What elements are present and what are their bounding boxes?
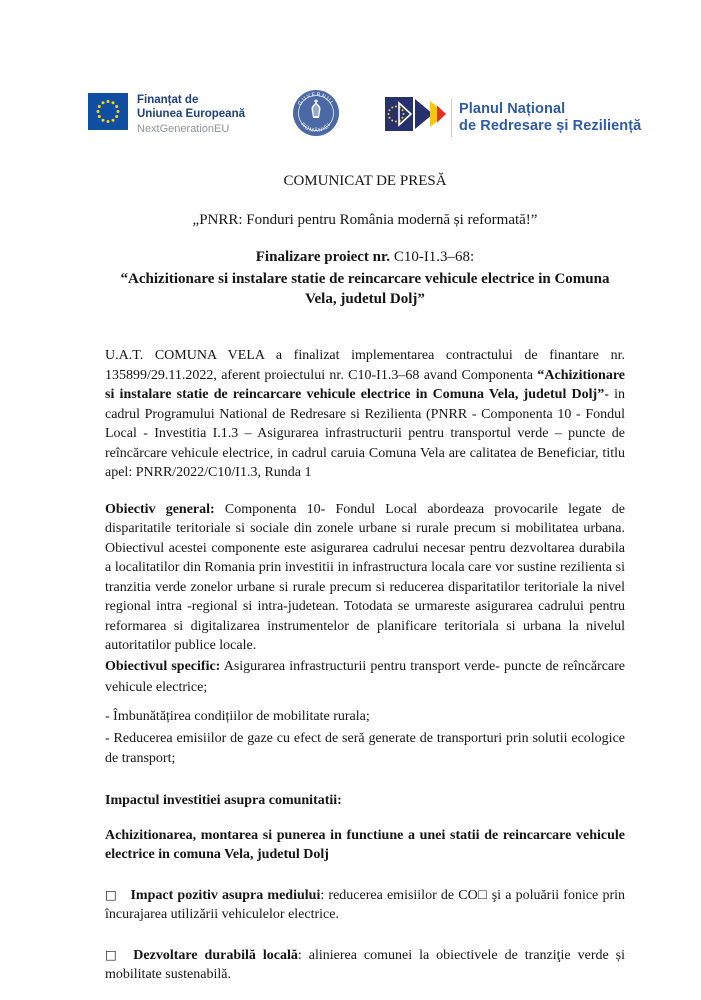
document-body — [105, 172, 625, 985]
eu-funded-line2: Uniunea Europeană — [137, 108, 245, 120]
contract-project-title: “Achizitionare si instalare statie de reincarcare vehicule electrice in Comuna Vela, judetul Dolj” — [105, 367, 625, 402]
general-objective-label: Obiectiv general: — [105, 501, 215, 517]
press-release-title: COMUNICAT DE PRESĂ — [283, 173, 447, 189]
project-number: C10-I1.3–68: — [390, 249, 475, 265]
logo-header — [0, 0, 701, 150]
project-finalization-line — [105, 248, 625, 267]
eu-funded-line1: Finanțat de — [137, 94, 199, 106]
square-bullet-icon: □ — [105, 886, 118, 902]
pnrr-arrows-icon — [385, 95, 447, 140]
specific-objective-label: Obiectivul specific: — [105, 658, 221, 674]
paragraph-contract — [105, 346, 625, 483]
finalize-label: Finalizare proiect nr. — [255, 249, 391, 265]
impact-environment-label: Impact pozitiv asupra mediului — [130, 887, 321, 903]
specific-objective-text: Asigurarea infrastructurii pentru transport verde- puncte de reîncărcare vehicule electrice; — [105, 658, 626, 695]
impact-environment-text: : reducerea emisiilor de CO□ şi a poluării fonice prin încurajarea utilizării vehiculelor electrice. — [105, 887, 625, 922]
pnrr-logo-line2: de Redresare și Reziliență — [459, 117, 642, 134]
objective-list-item-2: - Reducerea emisiilor de gaze cu efect de seră generate de transporturi prin solutii ecologice de transport; — [105, 731, 625, 766]
paragraph-specific-objective — [105, 656, 625, 698]
impact-bullet-environment — [105, 885, 625, 925]
pnrr-logo-text — [459, 101, 641, 135]
general-objective-text: Componenta 10- Fondul Local abordeaza provocarile legate de disparitatile teritoriale si sociale din zonele urbane si rurale precum si mobilitatea urbana. Obiectivul acestei componente este asigurarea cadrului necesar pentru dezvoltarea durabila a localitatilor din Romania prin investitii in infrastructura locala care vor sustine rezilienta si tranzitia verde zonelor urbane si rurale precum si reducerea disparitatilor teritoriale la nivel regional intra -regional si intra-judetean. Totodata se urmareste asigurarea cadrului pentru reformarea si digitalizarea instrumentelor de planificare teritoriala si urbana la nivelul autoritatilor publice locale. — [105, 501, 625, 653]
pnrr-logo — [385, 95, 641, 140]
paragraph-general-objective — [105, 500, 625, 656]
eu-logo-text — [137, 93, 245, 136]
gov-romania-seal-icon — [292, 89, 340, 142]
pnrr-logo-divider — [451, 99, 452, 137]
impact-sustainability-label: Dezvoltare durabilă locală — [133, 947, 298, 963]
project-title: “Achizitionare si instalare statie de reincarcare vehicule electrice in Comuna Vela, judetul Dolj” — [120, 271, 610, 307]
pnrr-slogan: „PNRR: Fonduri pentru România modernă și reformată!” — [192, 212, 538, 228]
impact-bullet-sustainability — [105, 945, 625, 985]
square-bullet-icon: □ — [105, 946, 121, 962]
contract-text-end: - in cadrul Programului National de Redresare si Rezilienta (PNRR - Componenta 10 - Fondul Local - Investitia I.1.3 – Asigurarea infrastructurii pentru transportul verde – puncte de reîncărcare vehicule electrice, in cadrul caruia Comuna Vela are calitatea de Beneficiar, titlu apel: PNRR/2022/C10/I1.3, Runda 1 — [105, 387, 625, 480]
contract-text-start: U.A.T. COMUNA VELA a finalizat implementarea contractului de finantare nr. 135899/29.11.2022, aferent proiectului nr. C10-I1.3–68 avand Componenta — [105, 348, 625, 383]
nextgeneration-eu-label: NextGenerationEU — [137, 123, 230, 135]
pnrr-logo-line1: Planul Național — [459, 100, 566, 117]
gov-seal-top-text: GUVERNUL — [297, 91, 335, 107]
impact-heading: Impactul investitiei asupra comunitatii: — [105, 793, 342, 808]
eu-flag-icon — [88, 93, 128, 135]
eu-funded-logo — [88, 93, 245, 136]
gov-seal-bottom-text: ROMÂNIEI — [299, 121, 333, 135]
impact-sustainability-text: : alinierea comunei la obiectivele de tranziţie verde și mobilitate sustenabilă. — [105, 947, 626, 982]
impact-statement: Achizitionarea, montarea si punerea in functiune a unei statii de reincarcare vehicule electrice in comuna Vela, judetul Dolj — [105, 827, 625, 862]
objective-list-item-1: - Îmbunătățirea condițiilor de mobilitate rurala; — [105, 708, 370, 724]
